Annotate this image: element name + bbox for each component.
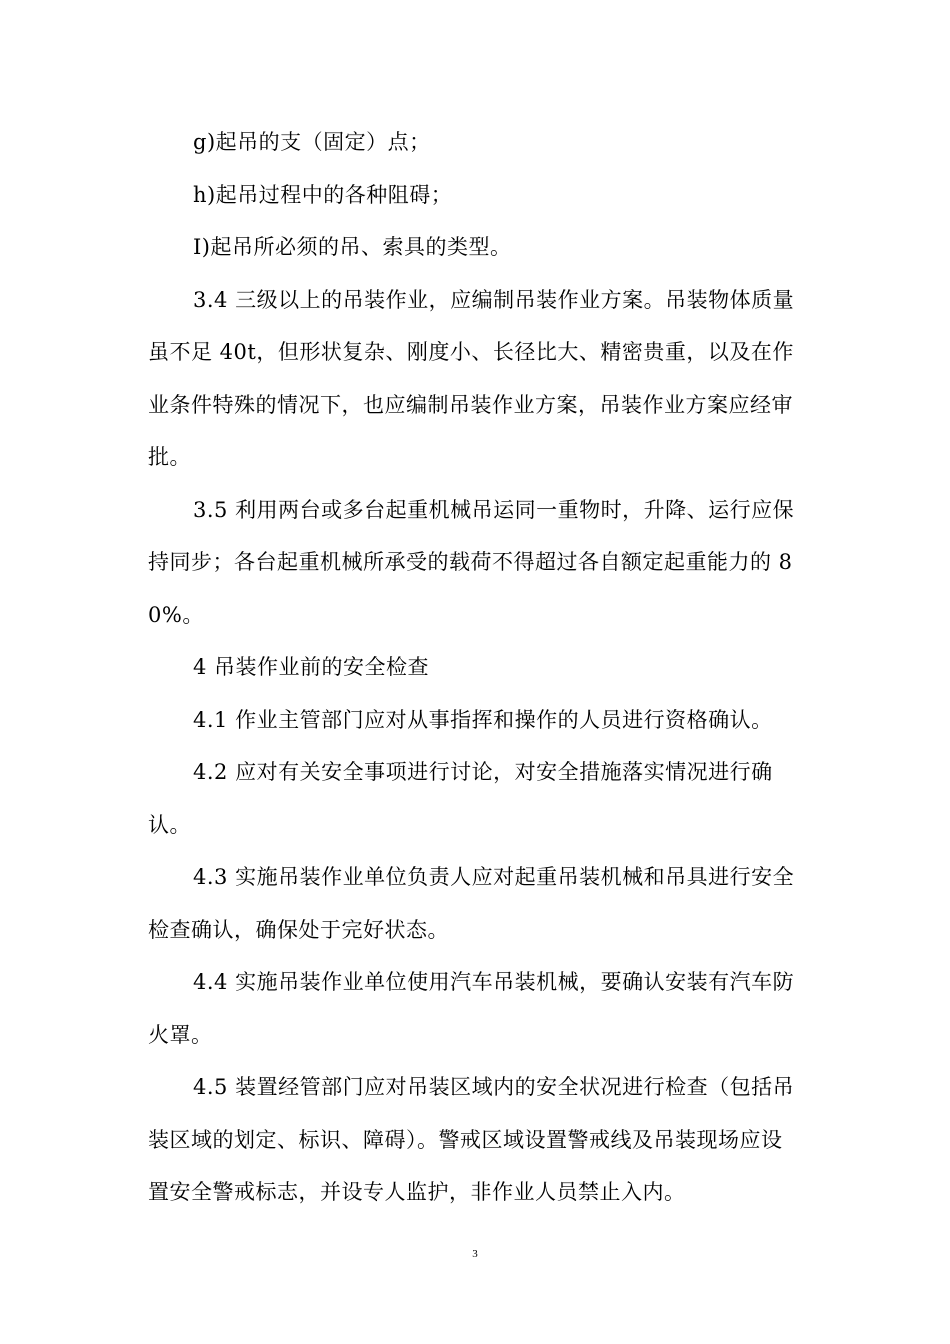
- page-number: 3: [472, 1248, 478, 1260]
- section-heading-4: 4 吊装作业前的安全检查: [193, 655, 430, 679]
- paragraph-item-i: I)起吊所必须的吊、索具的类型。: [193, 235, 512, 259]
- paragraph-4-3: 4.3 实施吊装作业单位负责人应对起重吊装机械和吊具进行安全检查确认，确保处于完好状态。: [148, 865, 795, 942]
- paragraph-4-2: 4.2 应对有关安全事项进行讨论，对安全措施落实情况进行确认。: [148, 760, 773, 837]
- paragraph-4-5: 4.5 装置经管部门应对吊装区域内的安全状况进行检查（包括吊装区域的划定、标识、障碍）。警戒区域设置警戒线及吊装现场应设置安全警戒标志，并设专人监护，非作业人员禁止入内。: [148, 1075, 795, 1204]
- paragraph-3-5: 3.5 利用两台或多台起重机械吊运同一重物时，升降、运行应保持同步；各台起重机械所承受的载荷不得超过各自额定起重能力的 80%。: [148, 497, 795, 627]
- paragraph-4-1: 4.1 作业主管部门应对从事指挥和操作的人员进行资格确认。: [193, 707, 773, 732]
- paragraph-3-4: 3.4 三级以上的吊装作业，应编制吊装作业方案。吊装物体质量虽不足 40t，但形状复杂、刚度小、长径比大、精密贵重，以及在作业条件特殊的情况下，也应编制吊装作业方案，吊装作业方案应经审批。: [148, 287, 795, 469]
- document-body: [148, 116, 802, 1219]
- paragraph-4-4: 4.4 实施吊装作业单位使用汽车吊装机械，要确认安装有汽车防火罩。: [148, 970, 795, 1047]
- paragraph-item-g: g)起吊的支（固定）点；: [193, 130, 431, 154]
- paragraph-item-h: h)起吊过程中的各种阻碍；: [193, 182, 453, 207]
